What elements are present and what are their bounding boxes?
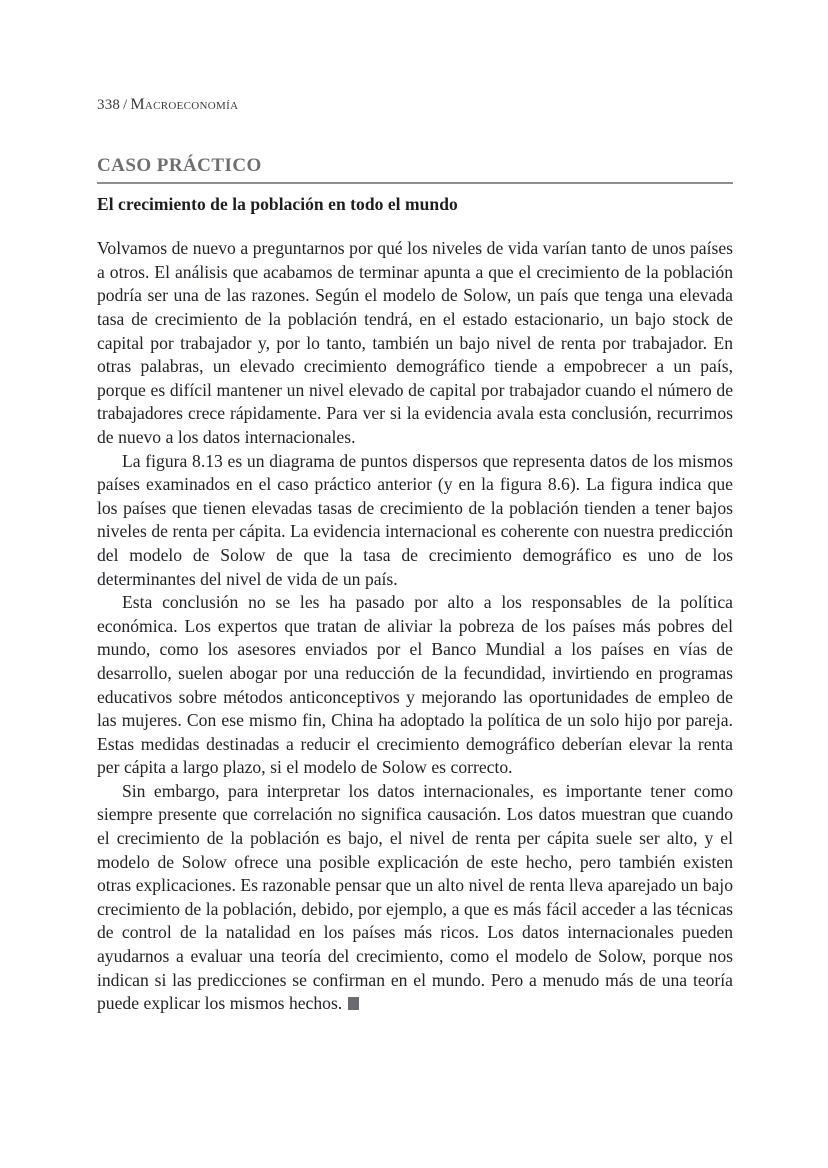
- case-study-body: [97, 237, 733, 1016]
- book-title: Macroeconomía: [130, 96, 239, 113]
- paragraph-2: La figura 8.13 es un diagrama de puntos dispersos que representa datos de los mismos países examinados en el caso práctico anterior (y en la figura 8.6). La figura indica que los países que tienen elevadas tasas de crecimiento de la población tienden a tener bajos niveles de renta per cápita. La evidencia internacional es coherente con nuestra predicción del modelo de Solow de que la tasa de crecimiento demográfico es uno de los determinantes del nivel de vida de un país.: [97, 450, 733, 589]
- page-content: [97, 95, 733, 1016]
- case-study-title: El crecimiento de la población en todo el mundo: [97, 194, 458, 215]
- case-study-section: [97, 155, 733, 1015]
- paragraph-4-text: Sin embargo, para interpretar los datos internacionales, es importante tener como siempre presente que correlación no significa causación. Los datos muestran que cuando el crecimiento de la población es bajo, el nivel de renta per cápita suele ser alto, y el modelo de Solow ofrece una posible explicación de este hecho, pero también existen otras explicaciones. Es razonable pensar que un alto nivel de renta lleva aparejado un bajo crecimiento de la población, debido, por ejemplo, a que es más fácil acceder a las técnicas de control de la natalidad en los países más ricos. Los datos internacionales pueden ayudarnos a evaluar una teoría del crecimiento, como el modelo de Solow, porque nos indican si las predicciones se confirman en el mundo. Pero a menudo más de una teoría puede explicar los mismos hechos.: [97, 780, 733, 1014]
- end-of-section-marker-icon: [348, 997, 359, 1010]
- running-head-separator: /: [123, 97, 128, 113]
- section-divider-rule: [97, 182, 733, 184]
- case-study-label: CASO PRÁCTICO: [97, 155, 262, 177]
- paragraph-3: Esta conclusión no se les ha pasado por alto a los responsables de la política económica. Los expertos que tratan de aliviar la pobreza de los países más pobres del mundo, como los asesores enviados por el Banco Mundial a los países en vías de desarrollo, suelen abogar por una reducción de la fecundidad, invirtiendo en programas educativos sobre métodos anticonceptivos y mejorando las oportunidades de empleo de las mujeres. Con ese mismo fin, China ha adoptado la política de un solo hijo por pareja. Estas medidas destinadas a reducir el crecimiento demográfico deberían elevar la renta per cápita a largo plazo, si el modelo de Solow es correcto.: [97, 592, 733, 778]
- page-folio-number: 338: [97, 97, 121, 113]
- paragraph-4: [97, 780, 733, 1016]
- paragraph-1: Volvamos de nuevo a preguntarnos por qué los niveles de vida varían tanto de unos países a otros. El análisis que acabamos de terminar apunta a que el crecimiento de la población podría ser una de las razones. Según el modelo de Solow, un país que tenga una elevada tasa de crecimiento de la población tendrá, en el estado estacionario, un bajo stock de capital por trabajador y, por lo tanto, también un bajo nivel de renta por trabajador. En otras palabras, un elevado crecimiento demográfico tiende a empobrecer a un país, porque es difícil mantener un nivel elevado de capital por trabajador cuando el número de trabajadores crece rápidamente. Para ver si la evidencia avala esta conclusión, recurrimos de nuevo a los datos internacionales.: [97, 238, 733, 447]
- running-head: [97, 95, 733, 114]
